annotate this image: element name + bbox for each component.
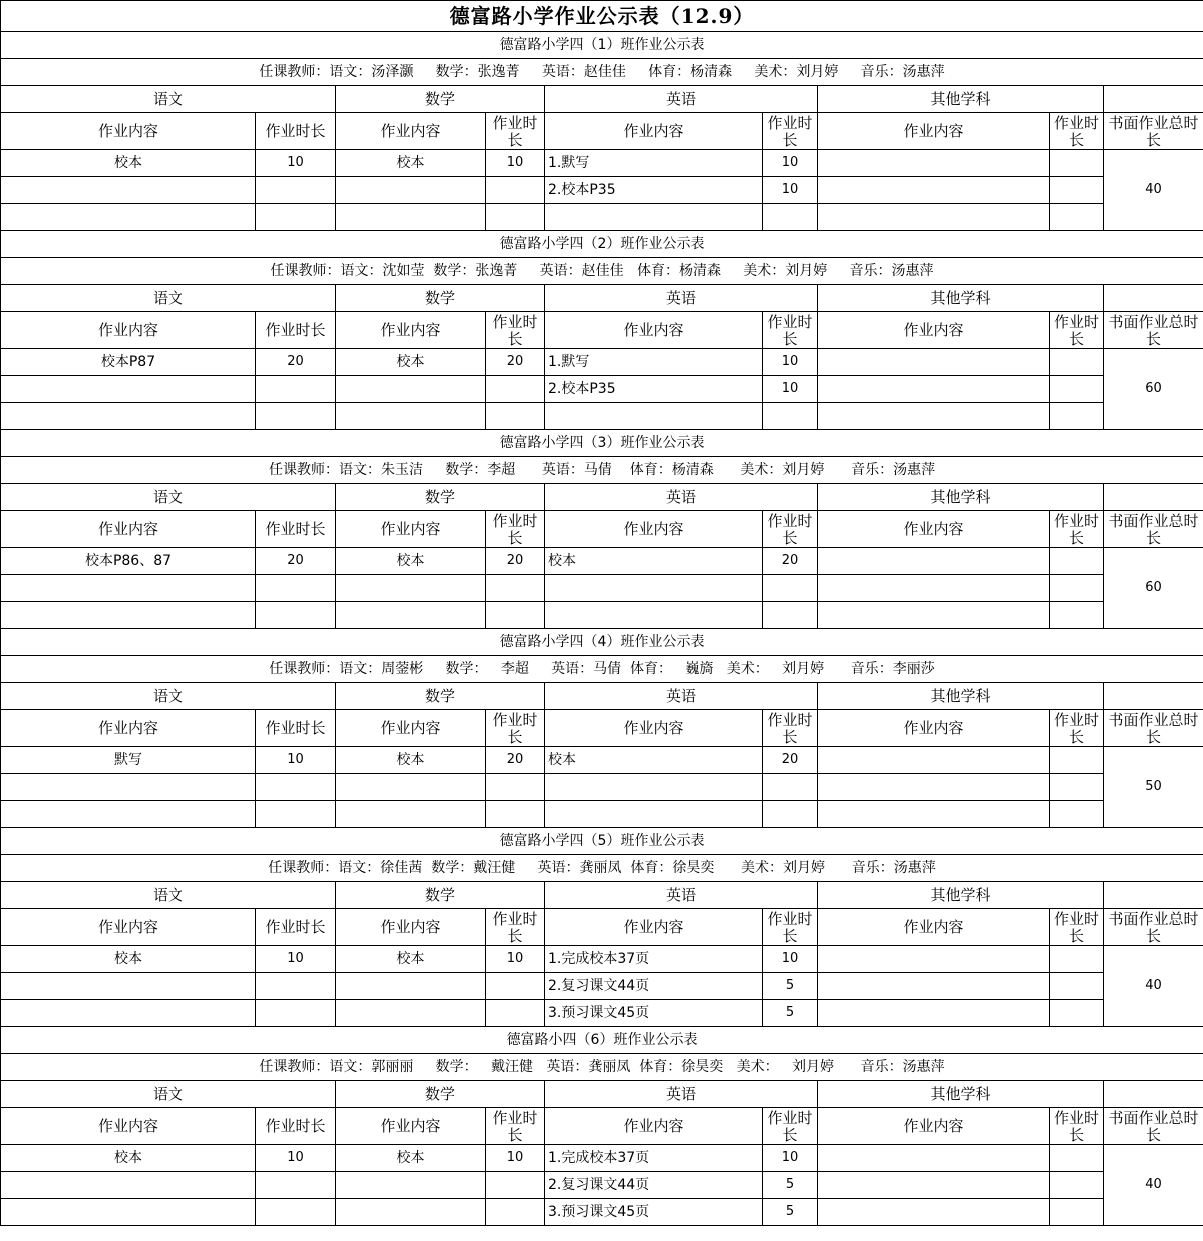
- table-row: [1, 1172, 1203, 1199]
- english-content-cell: 2.校本P35: [545, 376, 763, 403]
- other-content-cell: [818, 973, 1050, 1000]
- chinese-content-cell: 校本: [1, 150, 256, 177]
- other-content-header: 作业内容: [818, 312, 1050, 349]
- page-title: 德富路小学作业公示表（12.9）: [1, 1, 1203, 32]
- subject-english-header: 英语: [545, 683, 818, 710]
- other-content-cell: [818, 150, 1050, 177]
- other-content-cell: [818, 801, 1050, 828]
- table-row: [1, 1145, 1203, 1172]
- subject-english-header: 英语: [545, 882, 818, 909]
- class-title: 德富路小学四（2）班作业公示表: [1, 231, 1203, 258]
- other-duration-cell: [1050, 376, 1104, 403]
- chinese-duration-header: 作业时长: [256, 909, 336, 946]
- english-duration-cell: [763, 204, 818, 231]
- other-content-header: 作业内容: [818, 909, 1050, 946]
- math-duration-header: 作业时长: [486, 710, 545, 747]
- chinese-duration-cell: 10: [256, 150, 336, 177]
- chinese-duration-cell: [256, 403, 336, 430]
- math-content-cell: 校本: [336, 946, 486, 973]
- other-content-header: 作业内容: [818, 113, 1050, 150]
- column-header-row: [1, 1108, 1203, 1145]
- chinese-content-cell: 默写: [1, 747, 256, 774]
- other-duration-cell: [1050, 774, 1104, 801]
- total-duration-header: 书面作业总时长: [1104, 909, 1203, 946]
- math-duration-cell: [486, 1172, 545, 1199]
- math-content-cell: 校本: [336, 747, 486, 774]
- subject-other-header: 其他学科: [818, 882, 1104, 909]
- chinese-duration-cell: [256, 1199, 336, 1226]
- math-content-header: 作业内容: [336, 511, 486, 548]
- math-content-header: 作业内容: [336, 1108, 486, 1145]
- total-duration-header: 书面作业总时长: [1104, 312, 1203, 349]
- math-duration-cell: [486, 575, 545, 602]
- table-row: [1, 150, 1203, 177]
- chinese-duration-cell: 10: [256, 1145, 336, 1172]
- math-duration-header: 作业时长: [486, 511, 545, 548]
- subject-math-header: 数学: [336, 86, 545, 113]
- subject-other-header: 其他学科: [818, 1081, 1104, 1108]
- subject-other-header: 其他学科: [818, 86, 1104, 113]
- chinese-content-cell: 校本: [1, 946, 256, 973]
- chinese-content-cell: [1, 403, 256, 430]
- other-duration-cell: [1050, 150, 1104, 177]
- chinese-duration-cell: [256, 575, 336, 602]
- chinese-content-cell: 校本P86、87: [1, 548, 256, 575]
- class-title-row: [1, 629, 1203, 656]
- other-content-cell: [818, 177, 1050, 204]
- chinese-content-cell: 校本: [1, 1145, 256, 1172]
- subject-header-row: [1, 285, 1203, 312]
- english-duration-header: 作业时长: [763, 312, 818, 349]
- other-duration-cell: [1050, 204, 1104, 231]
- teachers-line: 任课教师：语文：徐佳茜 数学：戴汪健 英语：龚丽凤 体育：徐昊奕 美术：刘月婷 音乐：汤惠萍: [1, 855, 1203, 882]
- math-duration-cell: [486, 774, 545, 801]
- class-title-row: [1, 1027, 1203, 1054]
- subject-math-header: 数学: [336, 285, 545, 312]
- total-duration-cell: 40: [1104, 1145, 1203, 1226]
- english-content-cell: [545, 774, 763, 801]
- other-content-cell: [818, 548, 1050, 575]
- teachers-row: [1, 457, 1203, 484]
- other-duration-cell: [1050, 1145, 1104, 1172]
- other-duration-cell: [1050, 349, 1104, 376]
- table-row: [1, 548, 1203, 575]
- total-duration-cell: 60: [1104, 548, 1203, 629]
- math-content-header: 作业内容: [336, 113, 486, 150]
- english-content-header: 作业内容: [545, 710, 763, 747]
- math-content-cell: [336, 1000, 486, 1027]
- class-title-row: [1, 828, 1203, 855]
- class-title-row: [1, 430, 1203, 457]
- other-duration-header: 作业时长: [1050, 312, 1104, 349]
- chinese-duration-cell: [256, 1000, 336, 1027]
- english-content-cell: 1.默写: [545, 349, 763, 376]
- teachers-line: 任课教师：语文：周蓥彬 数学： 李超 英语：马倩 体育： 巍旖 美术： 刘月婷 音乐：李丽莎: [1, 656, 1203, 683]
- teachers-row: [1, 855, 1203, 882]
- subject-math-header: 数学: [336, 882, 545, 909]
- other-duration-cell: [1050, 1000, 1104, 1027]
- class-title: 德富路小学四（4）班作业公示表: [1, 629, 1203, 656]
- other-content-header: 作业内容: [818, 1108, 1050, 1145]
- chinese-duration-header: 作业时长: [256, 113, 336, 150]
- english-duration-cell: 5: [763, 1199, 818, 1226]
- subject-english-header: 英语: [545, 484, 818, 511]
- empty-header-cell: [1104, 683, 1203, 710]
- english-duration-cell: 10: [763, 376, 818, 403]
- table-row: [1, 376, 1203, 403]
- total-duration-header: 书面作业总时长: [1104, 1108, 1203, 1145]
- chinese-duration-header: 作业时长: [256, 312, 336, 349]
- english-duration-header: 作业时长: [763, 113, 818, 150]
- other-content-cell: [818, 747, 1050, 774]
- table-row: [1, 801, 1203, 828]
- other-content-cell: [818, 946, 1050, 973]
- other-content-cell: [818, 403, 1050, 430]
- math-duration-header: 作业时长: [486, 909, 545, 946]
- math-content-cell: 校本: [336, 1145, 486, 1172]
- english-duration-cell: 5: [763, 973, 818, 1000]
- empty-header-cell: [1104, 285, 1203, 312]
- subject-header-row: [1, 1081, 1203, 1108]
- subject-chinese-header: 语文: [1, 285, 336, 312]
- english-duration-header: 作业时长: [763, 511, 818, 548]
- english-content-cell: 2.校本P35: [545, 177, 763, 204]
- subject-math-header: 数学: [336, 1081, 545, 1108]
- other-content-header: 作业内容: [818, 511, 1050, 548]
- chinese-duration-cell: [256, 774, 336, 801]
- other-duration-cell: [1050, 1172, 1104, 1199]
- teachers-line: 任课教师：语文：汤泽灏 数学：张逸菁 英语：赵佳佳 体育：杨清森 美术：刘月婷 音乐：汤惠萍: [1, 59, 1203, 86]
- other-duration-cell: [1050, 946, 1104, 973]
- english-duration-cell: 5: [763, 1000, 818, 1027]
- subject-english-header: 英语: [545, 285, 818, 312]
- math-content-header: 作业内容: [336, 710, 486, 747]
- chinese-content-header: 作业内容: [1, 113, 256, 150]
- math-duration-cell: [486, 204, 545, 231]
- math-duration-cell: 20: [486, 349, 545, 376]
- math-content-cell: 校本: [336, 150, 486, 177]
- english-duration-cell: 10: [763, 150, 818, 177]
- math-duration-header: 作业时长: [486, 113, 545, 150]
- total-duration-header: 书面作业总时长: [1104, 511, 1203, 548]
- english-content-header: 作业内容: [545, 312, 763, 349]
- english-content-cell: 1.默写: [545, 150, 763, 177]
- table-row: [1, 204, 1203, 231]
- class-title: 德富路小学四（5）班作业公示表: [1, 828, 1203, 855]
- column-header-row: [1, 909, 1203, 946]
- english-duration-cell: 10: [763, 946, 818, 973]
- math-duration-cell: 20: [486, 747, 545, 774]
- other-duration-header: 作业时长: [1050, 710, 1104, 747]
- subject-header-row: [1, 882, 1203, 909]
- total-duration-header: 书面作业总时长: [1104, 113, 1203, 150]
- chinese-duration-cell: [256, 376, 336, 403]
- math-duration-cell: [486, 1000, 545, 1027]
- chinese-duration-cell: 20: [256, 349, 336, 376]
- subject-other-header: 其他学科: [818, 285, 1104, 312]
- subject-chinese-header: 语文: [1, 882, 336, 909]
- math-content-cell: [336, 177, 486, 204]
- chinese-duration-cell: [256, 801, 336, 828]
- other-duration-cell: [1050, 747, 1104, 774]
- subject-math-header: 数学: [336, 683, 545, 710]
- english-duration-header: 作业时长: [763, 710, 818, 747]
- subject-chinese-header: 语文: [1, 683, 336, 710]
- english-duration-cell: 20: [763, 747, 818, 774]
- table-row: [1, 946, 1203, 973]
- math-content-cell: [336, 376, 486, 403]
- chinese-content-cell: [1, 801, 256, 828]
- class-title: 德富路小学四（1）班作业公示表: [1, 32, 1203, 59]
- subject-math-header: 数学: [336, 484, 545, 511]
- english-content-cell: 校本: [545, 548, 763, 575]
- other-content-cell: [818, 774, 1050, 801]
- table-row: [1, 602, 1203, 629]
- table-row: [1, 1199, 1203, 1226]
- english-content-cell: [545, 575, 763, 602]
- math-content-cell: 校本: [336, 349, 486, 376]
- table-row: [1, 575, 1203, 602]
- chinese-duration-cell: 20: [256, 548, 336, 575]
- english-duration-cell: [763, 575, 818, 602]
- english-duration-cell: 10: [763, 1145, 818, 1172]
- math-duration-header: 作业时长: [486, 1108, 545, 1145]
- chinese-content-header: 作业内容: [1, 909, 256, 946]
- chinese-content-cell: [1, 177, 256, 204]
- math-content-cell: [336, 204, 486, 231]
- math-duration-cell: 20: [486, 548, 545, 575]
- english-content-header: 作业内容: [545, 909, 763, 946]
- chinese-content-cell: [1, 575, 256, 602]
- math-duration-cell: [486, 376, 545, 403]
- teachers-line: 任课教师：语文：郭丽丽 数学： 戴汪健 英语：龚丽凤 体育：徐昊奕 美术： 刘月婷 音乐：汤惠萍: [1, 1054, 1203, 1081]
- english-duration-header: 作业时长: [763, 909, 818, 946]
- column-header-row: [1, 113, 1203, 150]
- english-duration-cell: [763, 403, 818, 430]
- total-duration-header: 书面作业总时长: [1104, 710, 1203, 747]
- class-title-row: [1, 231, 1203, 258]
- english-content-cell: 2.复习课文44页: [545, 1172, 763, 1199]
- subject-english-header: 英语: [545, 1081, 818, 1108]
- chinese-duration-cell: [256, 204, 336, 231]
- math-content-header: 作业内容: [336, 312, 486, 349]
- table-row: [1, 177, 1203, 204]
- chinese-duration-cell: [256, 973, 336, 1000]
- chinese-duration-cell: [256, 1172, 336, 1199]
- math-duration-cell: [486, 801, 545, 828]
- english-content-cell: 2.复习课文44页: [545, 973, 763, 1000]
- math-content-header: 作业内容: [336, 909, 486, 946]
- column-header-row: [1, 312, 1203, 349]
- table-row: [1, 973, 1203, 1000]
- english-duration-cell: 10: [763, 349, 818, 376]
- chinese-duration-cell: 10: [256, 747, 336, 774]
- math-duration-cell: 10: [486, 1145, 545, 1172]
- chinese-content-cell: [1, 973, 256, 1000]
- english-content-cell: [545, 801, 763, 828]
- column-header-row: [1, 511, 1203, 548]
- english-duration-cell: [763, 801, 818, 828]
- english-duration-header: 作业时长: [763, 1108, 818, 1145]
- other-duration-cell: [1050, 973, 1104, 1000]
- other-duration-header: 作业时长: [1050, 1108, 1104, 1145]
- math-duration-cell: [486, 403, 545, 430]
- chinese-content-cell: [1, 376, 256, 403]
- total-duration-cell: 60: [1104, 349, 1203, 430]
- teachers-row: [1, 258, 1203, 285]
- math-duration-cell: 10: [486, 150, 545, 177]
- other-duration-header: 作业时长: [1050, 113, 1104, 150]
- table-row: [1, 747, 1203, 774]
- math-content-cell: [336, 1199, 486, 1226]
- other-duration-cell: [1050, 801, 1104, 828]
- english-content-header: 作业内容: [545, 1108, 763, 1145]
- english-duration-cell: 5: [763, 1172, 818, 1199]
- table-row: [1, 403, 1203, 430]
- english-duration-cell: [763, 602, 818, 629]
- chinese-duration-header: 作业时长: [256, 1108, 336, 1145]
- column-header-row: [1, 710, 1203, 747]
- chinese-content-cell: 校本P87: [1, 349, 256, 376]
- teachers-line: 任课教师：语文：沈如莹 数学：张逸菁 英语：赵佳佳 体育：杨清森 美术：刘月婷 音乐：汤惠萍: [1, 258, 1203, 285]
- math-duration-cell: [486, 1199, 545, 1226]
- chinese-content-header: 作业内容: [1, 1108, 256, 1145]
- empty-header-cell: [1104, 484, 1203, 511]
- chinese-content-header: 作业内容: [1, 511, 256, 548]
- total-duration-cell: 40: [1104, 150, 1203, 231]
- other-duration-cell: [1050, 602, 1104, 629]
- subject-other-header: 其他学科: [818, 484, 1104, 511]
- math-duration-cell: [486, 602, 545, 629]
- empty-header-cell: [1104, 882, 1203, 909]
- math-duration-cell: 10: [486, 946, 545, 973]
- subject-chinese-header: 语文: [1, 86, 336, 113]
- english-duration-cell: 10: [763, 177, 818, 204]
- english-duration-cell: 20: [763, 548, 818, 575]
- chinese-duration-header: 作业时长: [256, 511, 336, 548]
- chinese-content-header: 作业内容: [1, 312, 256, 349]
- other-content-cell: [818, 1000, 1050, 1027]
- other-content-cell: [818, 1172, 1050, 1199]
- chinese-content-header: 作业内容: [1, 710, 256, 747]
- chinese-content-cell: [1, 204, 256, 231]
- english-content-cell: 1.完成校本37页: [545, 946, 763, 973]
- english-content-cell: [545, 403, 763, 430]
- table-row: [1, 1000, 1203, 1027]
- subject-other-header: 其他学科: [818, 683, 1104, 710]
- subject-header-row: [1, 683, 1203, 710]
- english-duration-cell: [763, 774, 818, 801]
- chinese-duration-cell: [256, 602, 336, 629]
- english-content-header: 作业内容: [545, 511, 763, 548]
- english-content-cell: [545, 602, 763, 629]
- math-content-cell: [336, 1172, 486, 1199]
- empty-header-cell: [1104, 1081, 1203, 1108]
- teachers-row: [1, 656, 1203, 683]
- english-content-cell: 3.预习课文45页: [545, 1000, 763, 1027]
- other-duration-cell: [1050, 177, 1104, 204]
- english-content-cell: [545, 204, 763, 231]
- math-content-cell: [336, 602, 486, 629]
- table-row: [1, 774, 1203, 801]
- other-content-cell: [818, 204, 1050, 231]
- english-content-cell: 3.预习课文45页: [545, 1199, 763, 1226]
- math-duration-header: 作业时长: [486, 312, 545, 349]
- subject-chinese-header: 语文: [1, 1081, 336, 1108]
- english-content-cell: 1.完成校本37页: [545, 1145, 763, 1172]
- chinese-content-cell: [1, 1000, 256, 1027]
- english-content-cell: 校本: [545, 747, 763, 774]
- math-content-cell: [336, 774, 486, 801]
- total-duration-cell: 40: [1104, 946, 1203, 1027]
- other-content-cell: [818, 575, 1050, 602]
- class-title: 德富路小学四（3）班作业公示表: [1, 430, 1203, 457]
- math-duration-cell: [486, 973, 545, 1000]
- chinese-content-cell: [1, 1172, 256, 1199]
- chinese-duration-header: 作业时长: [256, 710, 336, 747]
- teachers-row: [1, 59, 1203, 86]
- subject-chinese-header: 语文: [1, 484, 336, 511]
- chinese-duration-cell: 10: [256, 946, 336, 973]
- other-content-cell: [818, 602, 1050, 629]
- other-content-cell: [818, 1145, 1050, 1172]
- other-duration-cell: [1050, 575, 1104, 602]
- math-content-cell: [336, 801, 486, 828]
- math-content-cell: [336, 575, 486, 602]
- chinese-content-cell: [1, 774, 256, 801]
- other-content-cell: [818, 376, 1050, 403]
- other-duration-cell: [1050, 403, 1104, 430]
- empty-header-cell: [1104, 86, 1203, 113]
- subject-english-header: 英语: [545, 86, 818, 113]
- math-content-cell: [336, 973, 486, 1000]
- subject-header-row: [1, 484, 1203, 511]
- other-content-cell: [818, 349, 1050, 376]
- teachers-line: 任课教师：语文：朱玉洁 数学：李超 英语：马倩 体育：杨清森 美术：刘月婷 音乐：汤惠萍: [1, 457, 1203, 484]
- table-row: [1, 349, 1203, 376]
- math-content-cell: [336, 403, 486, 430]
- other-duration-header: 作业时长: [1050, 511, 1104, 548]
- subject-header-row: [1, 86, 1203, 113]
- class-title-row: [1, 32, 1203, 59]
- math-content-cell: 校本: [336, 548, 486, 575]
- other-duration-cell: [1050, 1199, 1104, 1226]
- chinese-content-cell: [1, 602, 256, 629]
- total-duration-cell: 50: [1104, 747, 1203, 828]
- other-content-cell: [818, 1199, 1050, 1226]
- chinese-duration-cell: [256, 177, 336, 204]
- other-duration-header: 作业时长: [1050, 909, 1104, 946]
- other-duration-cell: [1050, 548, 1104, 575]
- chinese-content-cell: [1, 1199, 256, 1226]
- other-content-header: 作业内容: [818, 710, 1050, 747]
- teachers-row: [1, 1054, 1203, 1081]
- math-duration-cell: [486, 177, 545, 204]
- class-title: 德富路小四（6）班作业公示表: [1, 1027, 1203, 1054]
- english-content-header: 作业内容: [545, 113, 763, 150]
